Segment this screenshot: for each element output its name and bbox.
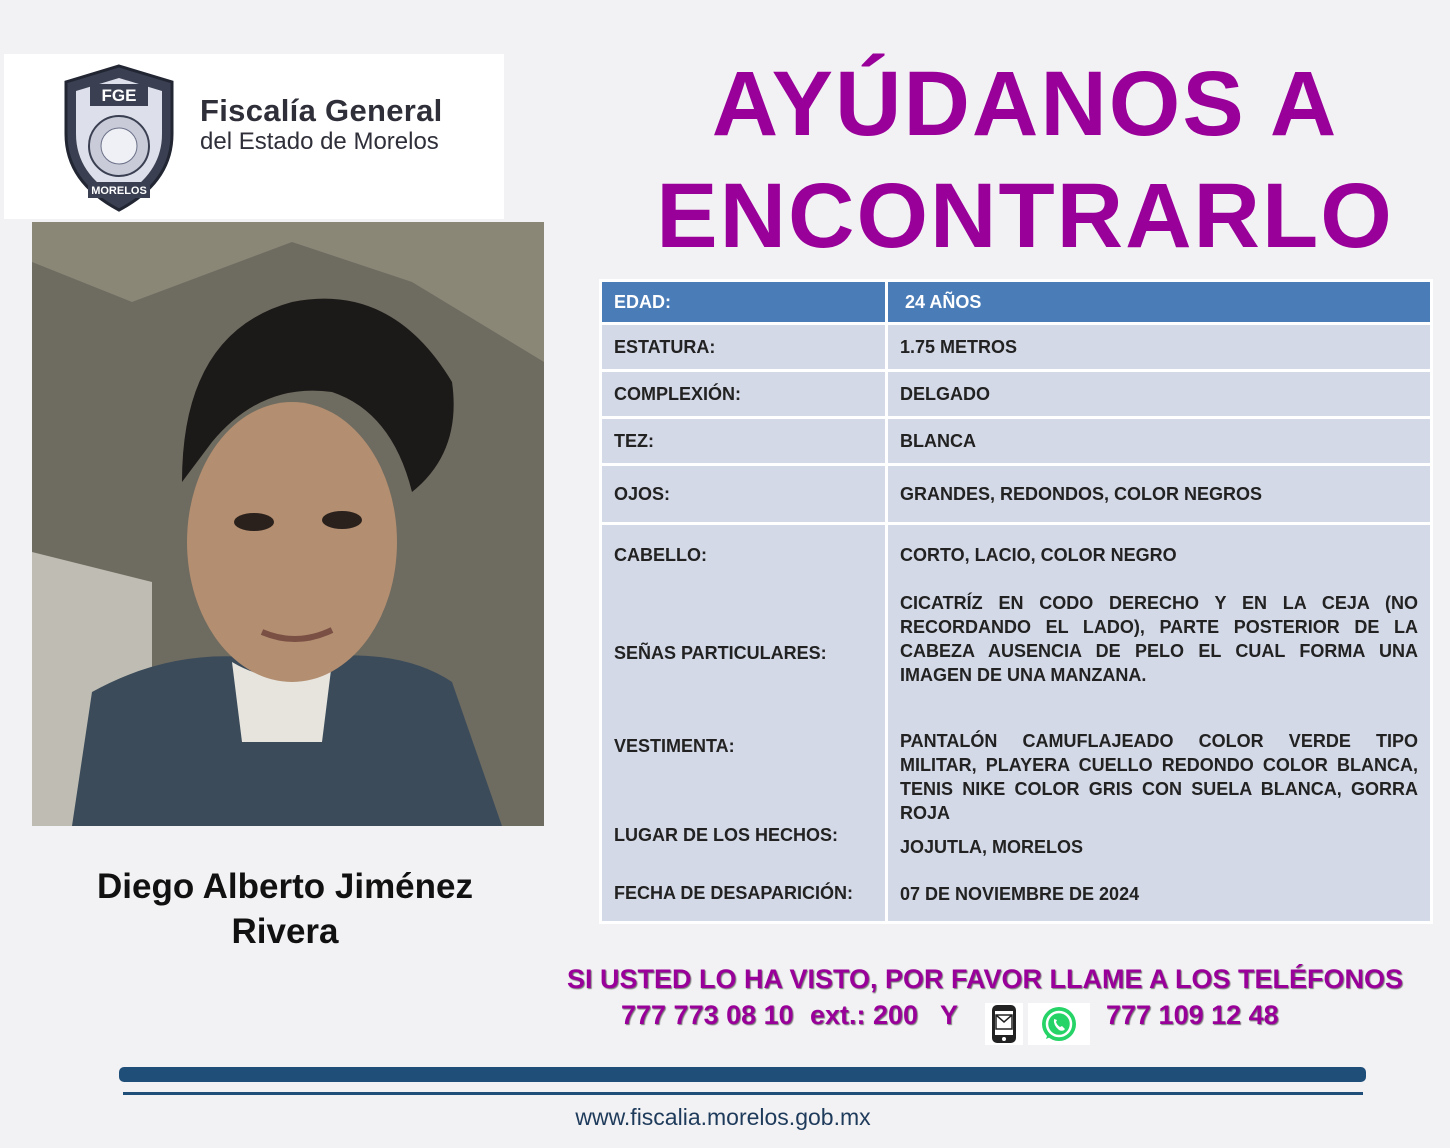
tez-label: TEZ: xyxy=(601,418,887,465)
missing-person-photo xyxy=(32,222,544,826)
tez-value: BLANCA xyxy=(887,418,1432,465)
cabello-value: CORTO, LACIO, COLOR NEGRO xyxy=(900,545,1177,565)
agency-logo-box xyxy=(4,54,504,219)
ojos-value: GRANDES, REDONDOS, COLOR NEGROS xyxy=(887,465,1432,524)
cabello-label: CABELLO: xyxy=(614,545,707,565)
complexion-value: DELGADO xyxy=(887,371,1432,418)
headline xyxy=(600,48,1450,272)
lugar-label: LUGAR DE LOS HECHOS: xyxy=(614,825,839,845)
senas-value: CICATRÍZ EN CODO DERECHO Y EN LA CEJA (NO RECORDANDO EL LADO), PARTE POSTERIOR DE LA CABEZA AUSENCIA DE PELO EL CUAL FORMA UNA IMAGEN DE UNA MANZANA. xyxy=(900,593,1418,685)
extended-labels-cell xyxy=(601,524,887,923)
portrait-illustration xyxy=(32,222,544,826)
table-row-tez xyxy=(601,418,1432,465)
logo-top-text: FGE xyxy=(101,86,137,105)
vestimenta-value: PANTALÓN CAMUFLAJEADO COLOR VERDE TIPO MILITAR, PLAYERA CUELLO REDONDO COLOR BLANCA, TENIS NIKE COLOR GRIS CON SUELA BLANCA, GORRA ROJA xyxy=(900,731,1418,823)
edad-value: 24 AÑOS xyxy=(887,281,1432,324)
headline-line-2: ENCONTRARLO xyxy=(656,165,1394,267)
table-row-ojos xyxy=(601,465,1432,524)
agency-subtitle: del Estado de Morelos xyxy=(200,128,439,155)
table-row-edad xyxy=(601,281,1432,324)
phone-conjunction: Y xyxy=(940,1000,959,1030)
agency-name: Fiscalía General xyxy=(200,93,443,128)
whatsapp-icon xyxy=(1028,1003,1090,1045)
table-row-complexion xyxy=(601,371,1432,418)
fecha-label: FECHA DE DESAPARICIÓN: xyxy=(614,883,854,903)
ojos-label: OJOS: xyxy=(601,465,887,524)
contact-message: SI USTED LO HA VISTO, POR FAVOR LLAME A LOS TELÉFONOS xyxy=(566,964,1404,994)
senas-label: SEÑAS PARTICULARES: xyxy=(614,643,827,663)
name-line-1: Diego Alberto Jiménez xyxy=(97,867,473,906)
name-line-2: Rivera xyxy=(231,912,339,951)
phone-extension: ext.: 200 xyxy=(810,1000,919,1030)
phone-number-1[interactable]: 777 773 08 10 xyxy=(621,1000,794,1030)
logo-bottom-text: MORELOS xyxy=(91,185,147,197)
table-row-extended xyxy=(601,524,1432,923)
estatura-value: 1.75 METROS xyxy=(887,324,1432,371)
lugar-value: JOJUTLA, MORELOS xyxy=(900,837,1084,857)
edad-label: EDAD: xyxy=(601,281,887,324)
mobile-phone-icon xyxy=(985,1003,1023,1045)
estatura-label: ESTATURA: xyxy=(601,324,887,371)
footer-bar-thick xyxy=(119,1067,1366,1082)
extended-values-cell xyxy=(887,524,1432,923)
headline-line-1: AYÚDANOS A xyxy=(711,53,1339,155)
table-row-estatura xyxy=(601,324,1432,371)
phone-number-2[interactable]: 777 109 12 48 xyxy=(1106,1000,1279,1030)
website-link[interactable]: www.fiscalia.morelos.gob.mx xyxy=(575,1104,871,1130)
missing-person-name xyxy=(40,864,530,954)
complexion-label: COMPLEXIÓN: xyxy=(601,371,887,418)
details-table xyxy=(599,279,1433,924)
footer-bar-thin xyxy=(123,1092,1363,1095)
vestimenta-label: VESTIMENTA: xyxy=(614,736,735,756)
fge-shield-logo xyxy=(60,64,178,212)
fecha-value: 07 DE NOVIEMBRE DE 2024 xyxy=(900,884,1140,904)
